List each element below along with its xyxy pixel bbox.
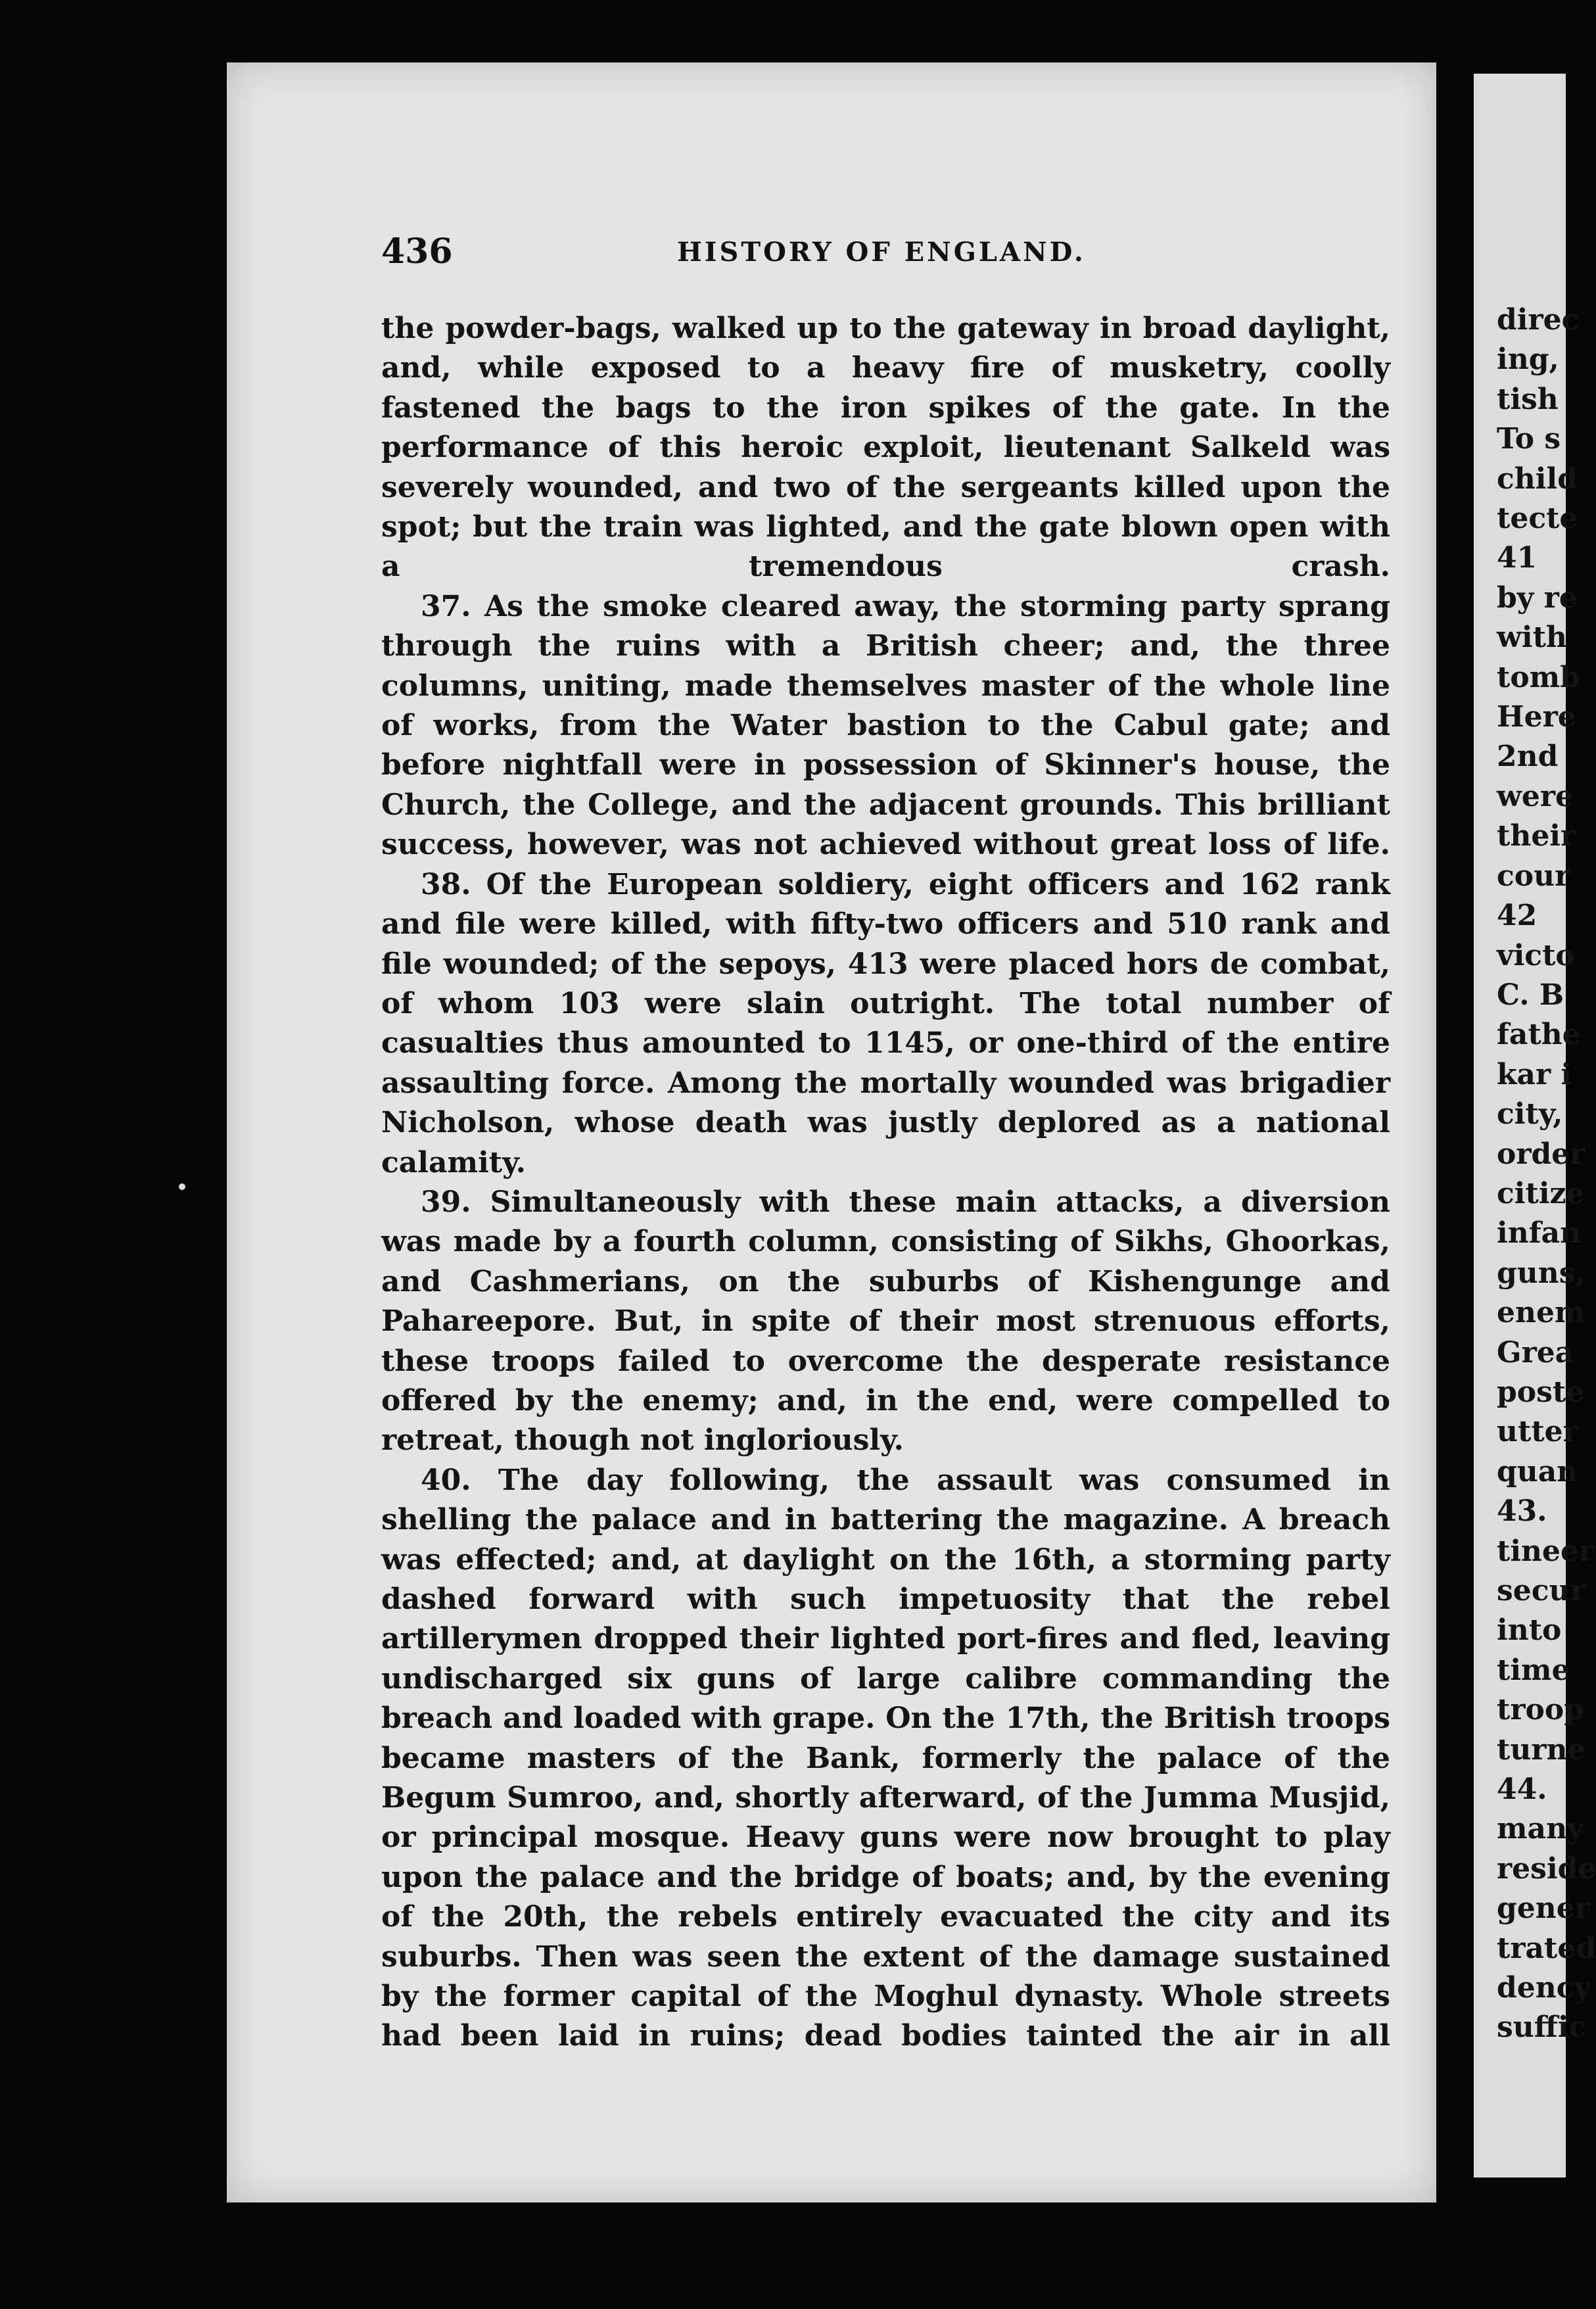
adjacent-page-line: Here <box>1497 700 1576 734</box>
paragraph-39: 39. Simultaneously with these main attacks, a diversion was made by a fourth column, consisting of Sikhs, Ghoorkas, and Cashmerians, on the suburbs of Kishengunge and Pahareepore. But, in spite of their most strenuous efforts, these troops failed to overcome the desperate resistance offered by the enemy; and, in the end, were compelled to retreat, though not ingloriously. <box>381 1185 1390 1458</box>
adjacent-page-line: city, <box>1497 1097 1563 1131</box>
adjacent-page-line: by re <box>1497 581 1578 615</box>
scan-speck <box>179 1183 185 1190</box>
adjacent-page-line: tecte <box>1497 502 1578 536</box>
adjacent-page-line: their <box>1497 819 1576 853</box>
adjacent-page-line: time <box>1497 1653 1570 1687</box>
adjacent-page-line: Grea <box>1497 1335 1574 1369</box>
adjacent-page-line: reside <box>1497 1851 1596 1886</box>
page-number: 436 <box>381 231 453 272</box>
body-text <box>381 309 1390 2057</box>
adjacent-page-line: poste <box>1497 1375 1585 1409</box>
adjacent-page-line: tomb <box>1497 660 1580 694</box>
paragraph-continued: the powder-bags, walked up to the gateway in broad daylight, and, while exposed to a heavy fire of musketry, coolly fastened the bags to the iron spikes of the gate. In the performance of this heroic exploit, lieutenant Salkeld was severely wounded, and two of the sergeants killed upon the spot; but the train was lighted, and the gate blown open with a tremendous crash. <box>381 312 1390 584</box>
adjacent-page-line: 44. <box>1497 1773 1547 1807</box>
adjacent-page-line: into <box>1497 1613 1562 1648</box>
adjacent-page-line: trated <box>1497 1931 1596 1965</box>
adjacent-page-line: order <box>1497 1137 1585 1171</box>
adjacent-page-line: suffic <box>1497 2011 1587 2045</box>
adjacent-page-line: cour <box>1497 859 1570 893</box>
adjacent-page-line: gener <box>1497 1892 1590 1926</box>
adjacent-page-line: with <box>1497 621 1567 655</box>
adjacent-page-text <box>1497 300 1596 2048</box>
adjacent-page-line: victo <box>1497 938 1575 972</box>
paragraph-40: 40. The day following, the assault was consumed in shelling the palace and in battering the magazine. A breach was effected; and, at daylight on the 16th, a storming party dashed forward with such impetuosity that the rebel artillerymen dropped their lighted port-fires and fled, leaving undischarged six guns of large calibre commanding the breach and loaded with grape. On the 17th, the British troops became masters of the Bank, formerly the palace of the Begum Sumroo, and, shortly afterward, of the Jumma Musjid, or principal mosque. Heavy guns were now brought to play upon the palace and the bridge of boats; and, by the evening of the 20th, the rebels entirely evacuated the city and its suburbs. Then was seen the extent of the damage sustained by the former capital of the Moghul dynasty. Whole streets had been laid in ruins; dead bodies tainted the air in all <box>381 1463 1390 2053</box>
paragraph-37: 37. As the smoke cleared away, the storming party sprang through the ruins with a British cheer; and, the three columns, uniting, made themselves master of the whole line of works, from the Water bastion to the Cabul gate; and before nightfall were in possession of Skinner's house, the Church, the College, and the adjacent grounds. This brilliant success, however, was not achieved without great loss of life. <box>381 589 1390 862</box>
adjacent-page-line: To s <box>1497 422 1561 456</box>
adjacent-page-line: 41 <box>1497 541 1537 575</box>
adjacent-page-line: quan <box>1497 1454 1578 1488</box>
adjacent-page-line: utter <box>1497 1415 1578 1449</box>
adjacent-page-line: secur <box>1497 1574 1585 1607</box>
adjacent-page-line: dency <box>1497 1971 1591 2005</box>
adjacent-page-line: citize <box>1497 1176 1585 1210</box>
page-header <box>381 231 1394 284</box>
adjacent-page-line: fathe <box>1497 1018 1581 1052</box>
adjacent-page-line: tish <box>1497 382 1559 416</box>
adjacent-page-line: C. B <box>1497 978 1564 1012</box>
adjacent-page-edge <box>1474 74 1596 2178</box>
adjacent-page-line: kar i <box>1497 1057 1572 1091</box>
paragraph-38: 38. Of the European soldiery, eight officers and 162 rank and file were killed, with fifty-two officers and 510 rank and file wounded; of the sepoys, 413 were placed hors de combat, of whom 103 were slain outright. The total number of casualties thus amounted to 1145, or one-third of the entire assaulting force. Among the mortally wounded was brigadier Nicholson, whose death was justly deplored as a national calamity. <box>381 867 1390 1179</box>
adjacent-page-line: 43. <box>1497 1494 1547 1529</box>
adjacent-page-line: guns, <box>1497 1256 1585 1290</box>
adjacent-page-line: ing, <box>1497 343 1559 377</box>
adjacent-page-line: direc <box>1497 303 1580 337</box>
running-head: HISTORY OF ENGLAND. <box>677 237 1086 268</box>
adjacent-page-line: troop <box>1497 1693 1584 1727</box>
adjacent-page-line: 2nd <box>1497 740 1559 774</box>
adjacent-page-line: tineer <box>1497 1534 1595 1568</box>
adjacent-page-line: many <box>1497 1812 1584 1846</box>
adjacent-page-line: infan <box>1497 1216 1582 1250</box>
adjacent-page-line: were <box>1497 779 1574 813</box>
adjacent-page-line: child <box>1497 462 1578 496</box>
adjacent-page-line: 42 <box>1497 899 1537 933</box>
adjacent-page-line: enem <box>1497 1296 1585 1330</box>
adjacent-page-line: turne <box>1497 1732 1586 1767</box>
